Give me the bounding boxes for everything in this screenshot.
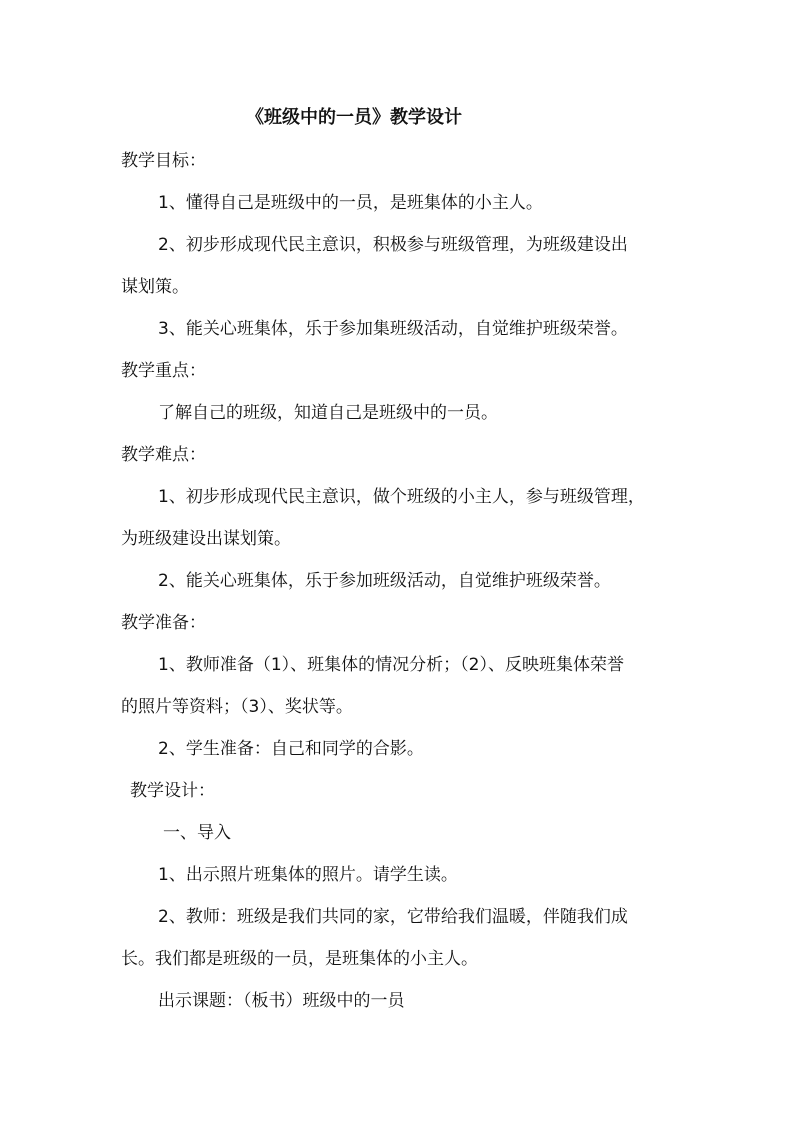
paragraph-line: 2、初步形成现代民主意识，积极参与班级管理，为班级建设出 bbox=[158, 235, 628, 255]
paragraph-line: 了解自己的班级，知道自己是班级中的一员。 bbox=[158, 403, 498, 423]
paragraph-line: 长。我们都是班级的一员，是班集体的小主人。 bbox=[121, 949, 478, 969]
section-heading-preparation: 教学准备： bbox=[121, 613, 206, 633]
section-heading-design: 教学设计： bbox=[130, 781, 215, 801]
paragraph-line: 2、教师：班级是我们共同的家，它带给我们温暖，伴随我们成 bbox=[158, 907, 628, 927]
subsection-heading-intro: 一、导入 bbox=[163, 823, 231, 843]
document-title: 《班级中的一员》教学设计 bbox=[246, 107, 462, 128]
paragraph-line: 谋划策。 bbox=[121, 277, 189, 297]
paragraph-line: 2、能关心班集体，乐于参加班级活动，自觉维护班级荣誉。 bbox=[158, 571, 611, 591]
section-heading-objectives: 教学目标： bbox=[121, 151, 206, 171]
section-heading-difficulties: 教学难点： bbox=[121, 445, 206, 465]
paragraph-line: 的照片等资料；（3）、奖状等。 bbox=[121, 697, 353, 717]
paragraph-line: 1、教师准备（1）、班集体的情况分析；（2）、反映班集体荣誉 bbox=[158, 655, 624, 675]
paragraph-line: 出示课题：（板书）班级中的一员 bbox=[158, 991, 405, 1011]
paragraph-line: 3、能关心班集体，乐于参加集班级活动，自觉维护班级荣誉。 bbox=[158, 319, 628, 339]
paragraph-line: 为班级建设出谋划策。 bbox=[121, 529, 291, 549]
paragraph-line: 1、初步形成现代民主意识，做个班级的小主人，参与班级管理， bbox=[158, 487, 645, 507]
section-heading-key-points: 教学重点： bbox=[121, 361, 206, 381]
paragraph-line: 2、学生准备：自己和同学的合影。 bbox=[158, 739, 424, 759]
paragraph-line: 1、懂得自己是班级中的一员，是班集体的小主人。 bbox=[158, 193, 543, 213]
paragraph-line: 1、出示照片班集体的照片。请学生读。 bbox=[158, 865, 458, 885]
